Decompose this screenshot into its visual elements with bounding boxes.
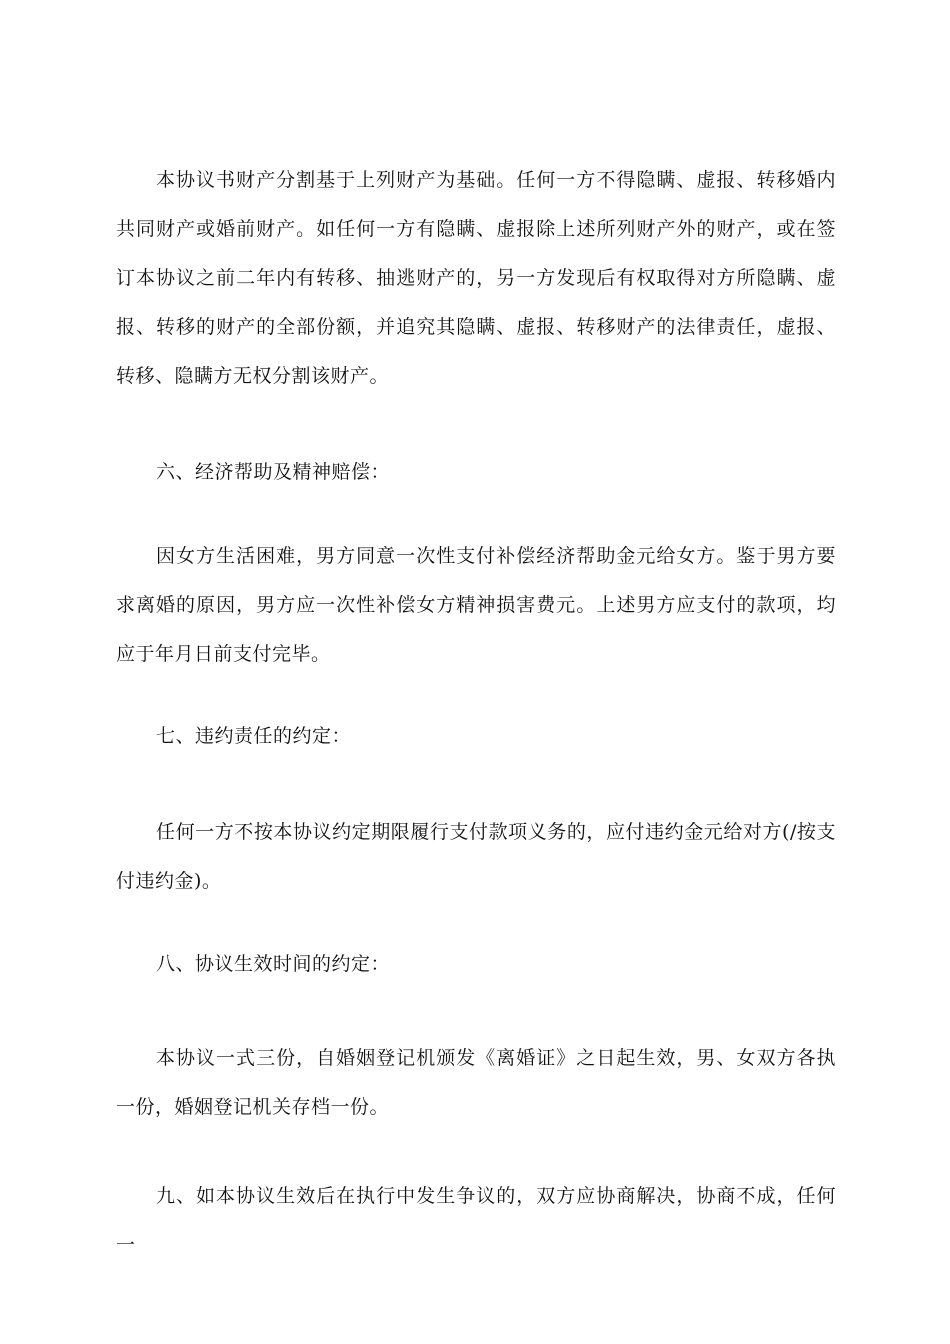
heading-breach: 七、违约责任的约定： xyxy=(156,725,352,747)
paragraph-breach: 任何一方不按本协议约定期限履行支付款项义务的，应付违约金元给对方(/按支付违约金)。 xyxy=(116,821,836,892)
paragraph-dispute: 九、如本协议生效后在执行中发生争议的，双方应协商解决，协商不成，任何一 xyxy=(116,1185,836,1256)
paragraph-property-disclosure: 本协议书财产分割基于上列财产为基础。任何一方不得隐瞒、虚报、转移婚内共同财产或婚前财产。如任何一方有隐瞒、虚报除上述所列财产外的财产，或在签订本协议之前二年内有转移、抽逃财产的，另一方发现后有权取得对方所隐瞒、虚报、转移的财产的全部份额，并追究其隐瞒、虚报、转移财产的法律责任，虚报、转移、隐瞒方无权分割该财产。 xyxy=(116,169,836,387)
paragraph-compensation: 因女方生活困难，男方同意一次性支付补偿经济帮助金元给女方。鉴于男方要求离婚的原因，男方应一次性补偿女方精神损害费元。上述男方应支付的款项，均应于年月日前支付完毕。 xyxy=(116,545,836,665)
heading-economic-help: 六、经济帮助及精神赔偿： xyxy=(156,461,391,483)
heading-effective-time: 八、协议生效时间的约定： xyxy=(156,953,391,975)
paragraph-effective: 本协议一式三份，自婚姻登记机颁发《离婚证》之日起生效，男、女双方各执一份，婚姻登记机关存档一份。 xyxy=(116,1047,836,1118)
